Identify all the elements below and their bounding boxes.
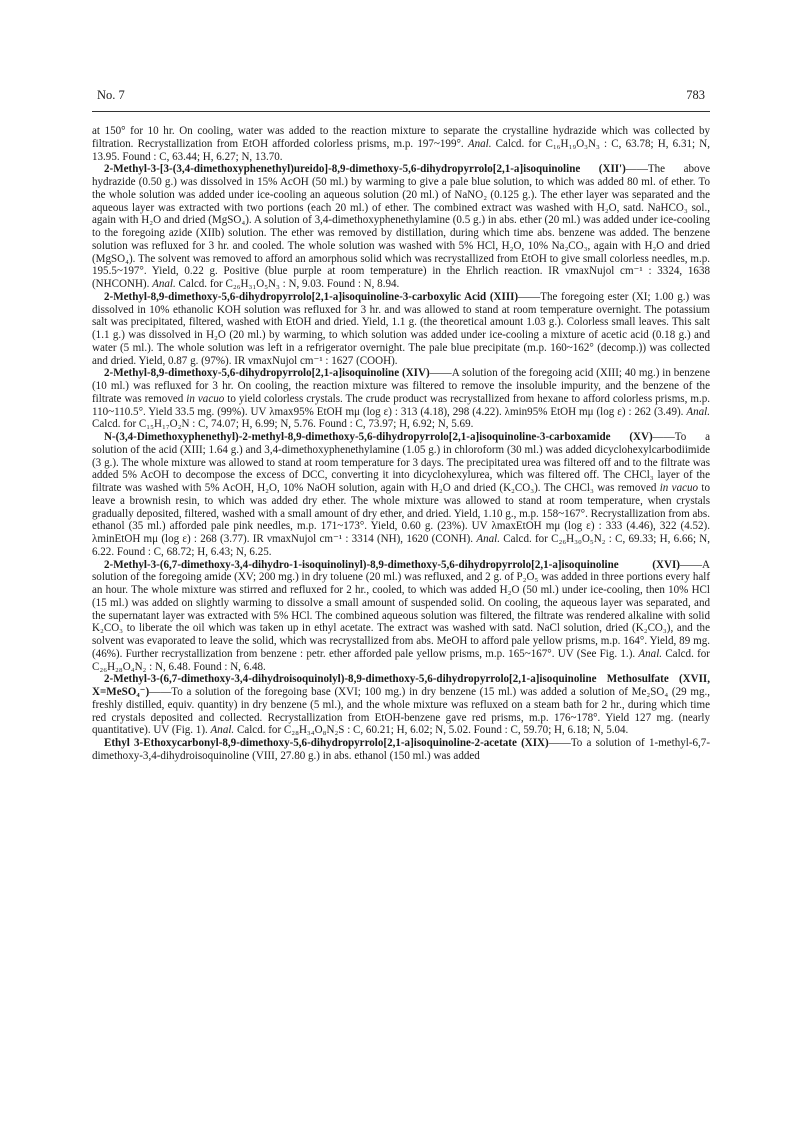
compound-heading: 2-Methyl-8,9-dimethoxy-5,6-dihydropyrrolo[2,1-a]isoquinoline-3-carboxylic Acid (XIII) [104,290,519,303]
text-run: ——To a solution of the acid (XIII; 1.64 g.) and 3,4-dimethoxyphenethylamine (1.05 g.) in chloroform (30 ml.) was added dicyclohexylcarbodiimide (3 g.). The whole mixture was allowed to stand at room temperature for 3 days. The precipitated urea was filtered off and to the filtrate was added 5% AcOH to decompose the excess of DCC, converting it into dicyclohexylurea, which was filtered off. The CHCl₃ layer of the filtrate was washed with 5% AcOH, H₂O, 10% NaOH solution, again with H₂O and dried (K₂CO₃). The CHCl₃ was removed [92,431,710,494]
page-number: 783 [686,88,705,102]
compound-heading: 2-Methyl-8,9-dimethoxy-5,6-dihydropyrrolo[2,1-a]isoquinoline (XIV) [104,367,430,380]
text-run: at 150° for 10 hr. On cooling, water was added to the reaction mixture to separate the crystalline hydrazide which was collected by filtration. Recrystallization from EtOH afforded colorless prisms, m.p. 197~199°. [92,125,710,150]
paragraph-compound-XV [92,431,710,559]
anal-label: Anal. [476,533,500,545]
experimental-text [92,125,710,763]
page-header [92,88,710,103]
in-vacuo: in vacuo [186,392,225,405]
text-run: ——A solution of the foregoing amide (XV; 200 mg.) in dry toluene (20 ml.) was refluxed, and 2 g. of P₂O₅ was added in three portions every half an hour. The whole mixture was stirred and refluxed for 2 hr., cooled, to which was added H₂O (50 ml.) under ice-cooling, then 10% HCl (15 ml.) was added on slightly warming to dissolve a small amount of suspended solid. On cooling, the aqueous layer was separated, and the supernatant layer was extracted with 5% HCl. The combined aqueous solution was filtered, the filtrate was rendered alkaline with solid K₂CO₃ to liberate the oil which was taken up in ethyl acetate. The extract was washed with satd. NaCl solution, dried (K₂CO₃), and the solvent was evaporated to leave the solid, which was recrystallized from abs. MeOH to afford pale yellow prisms, m.p. 164°. Yield, 89 mg. (46%). Further recrystallization from benzene : petr. ether afforded pale yellow prisms, m.p. 165~167°. UV (See Fig. 1.). [92,558,710,660]
journal-page [92,88,710,763]
text-run: ——A solution of the foregoing acid (XIII; 40 mg.) in benzene (10 ml.) was refluxed for 3 hr. On cooling, the reaction mixture was filtered to remove the insoluble impurity, and the benzene of the filtrate was removed [92,367,710,405]
text-run: ——The foregoing ester (XI; 1.00 g.) was dissolved in 10% ethanolic KOH solution was refluxed for 3 hr. and was allowed to stand at room temperature overnight. The potassium salt was precipitated, filtered, washed with EtOH and dried. Yield, 1.1 g. (the theoretical amount 1.03 g.). Colorless small leaves. This salt (1.1 g.) was dissolved in H₂O (20 ml.) by warming, to which solution was added under ice-cooling a mixture of acetic acid (0.18 g.) and water (5 ml.). The whole solution was left in a refrigerator overnight. The pale blue precipitate (m.p. 160~162° (decomp.)) was collected and dried. Yield, 0.87 g. (97%). IR νmaxNujol cm⁻¹ : 1627 (COOH). [92,290,710,367]
text-run: ——To a solution of the foregoing base (XVI; 100 mg.) in dry benzene (15 ml.) was added a solution of Me₂SO₄ (29 mg., freshly distilled, equiv. quantity) in dry benzene (5 ml.), and the whole mixture was refluxed on a steam bath for 2 hr., during which time red crystals deposited and collected. Recrystallization from EtOH-benzene gave red prisms, m.p. 176~178°. Yield 127 mg. (nearly quantitative). UV (Fig. 1). [92,686,710,737]
paragraph-compound-XIV [92,367,710,431]
text-run: ——To a solution of 1-methyl-6,7-dimethoxy-3,4-dihydroisoquinoline (VIII, 27.80 g.) in abs. ethanol (150 ml.) was added [92,737,710,762]
anal-label: Anal. [467,137,492,150]
compound-heading: 2-Methyl-3-(6,7-dimethoxy-3,4-dihydroisoquinolyl)-8,9-dimethoxy-5,6-dihydropyrrolo[2,1-a]isoquinoline Methosulfate (XVII, X=MeSO₄⁻) [92,673,710,698]
text-run: Calcd. for C₁₆H₁₉O₃N₃ : C, 63.78; H, 6.31; N, 13.95. Found : C, 63.44; H, 6.27; N, 13.70. [92,137,710,163]
compound-heading: 2-Methyl-3-(6,7-dimethoxy-3,4-dihydro-1-isoquinolinyl)-8,9-dimethoxy-5,6-dihydropyrrolo[2,1-a]isoquinoline (XVI) [104,558,680,571]
text-run: to yield colorless crystals. The crude product was recrystallized from hexane to afford colorless prisms, m.p. 110~110.5°. Yield 33.5 mg. (99%). UV λmax95% EtOH mμ (log ε) : 313 (4.18), 298 (4.22). λmin95% EtOH mμ (log ε) : 262 (3.49). [92,392,711,418]
issue-number: No. 7 [97,88,125,102]
compound-heading: 2-Methyl-3-[3-(3,4-dimethoxyphenethyl)ureido]-8,9-dimethoxy-5,6-dihydropyrrolo[2,1-a]isoquinoline (XII') [104,163,626,176]
compound-heading: Ethyl 3-Ethoxycarbonyl-8,9-dimethoxy-5,6-dihydropyrrolo[2,1-a]isoquinoline-2-acetate (XIX) [104,737,549,749]
text-run: Calcd. for C₂₆H₃₁O₅N₃ : N, 9.03. Found : N, 8.94. [175,278,400,290]
in-vacuo: in vacuo [659,482,699,494]
paragraph-hydrazide [92,125,710,163]
text-run: ——The above hydrazide (0.50 g.) was dissolved in 15% AcOH (50 ml.) by warming to give a pale blue solution, to which was added 80 ml. of ether. To the whole solution was added under ice-cooling an aqueous solution (20 ml.) of NaNO₂ (0.125 g.). The ether layer was separated and the aqueous layer was extracted with two portions (each 20 ml.) of ether. The combined extract was washed with H₂O, satd. NaHCO₃ sol., again with H₂O and dried (MgSO₄). A solution of 3,4-dimethoxyphenethylamine (0.5 g.) in abs. ether (20 ml.) was added under ice-cooling to the foregoing azide (XIIb) solution. The ether was removed by distillation, during which time abs. benzene was added. The benzene solution was refluxed for 3 hr. and cooled. The whole solution was washed with 5% HCl, H₂O, 10% Na₂CO₃, again with H₂O and dried (MgSO₄). The solvent was removed to afford an amorphous solid which was recrystallized from EtOH to give small colorless needles, m.p. 195.5~197°. Yield, 0.22 g. Positive (blue purple at room temperature) in the Ehrlich reaction. IR νmaxNujol cm⁻¹ : 3324, 1638 (NHCONH). [92,163,710,290]
text-run: to leave a brownish resin, to which was added dry ether. The whole mixture was allowed to stand at room temperature, when crystals gradually deposited, filtered, washed with a small amount of dry ether, and dried. Yield, 1.10 g., m.p. 158~167°. Recrystallization from abs. ethanol (35 ml.) afforded pale pink needles, m.p. 171~173°. Yield, 0.60 g. (23%). UV λmaxEtOH mμ (log ε) : 333 (4.46), 322 (4.52). λminEtOH mμ (log ε) : 268 (3.77). IR νmaxNujol cm⁻¹ : 3314 (NH), 1620 (CONH). [92,482,711,545]
compound-heading: N-(3,4-Dimethoxyphenethyl)-2-methyl-8,9-dimethoxy-5,6-dihydropyrrolo[2,1-a]isoquinoline-3-carboxamide (XV) [104,431,653,443]
text-run: Calcd. for C₂₆H₃₀O₅N₂ : C, 69.33; H, 6.66; N, 6.22. Found : C, 68.72; H, 6.43; N, 6.25. [92,533,710,558]
text-run: Calcd. for C₁₅H₁₇O₂N : C, 74.07; H, 6.99; N, 5.76. Found : C, 73.97; H, 6.92; N, 5.69. [92,418,474,431]
paragraph-compound-XVII [92,673,710,737]
paragraph-compound-XVI [92,559,710,674]
paragraph-compound-XII [92,163,710,291]
paragraph-compound-XIX [92,737,710,763]
text-run: Calcd. for C₂₆H₂₈O₄N₂ : N, 6.48. Found : N, 6.48. [92,647,710,673]
anal-label: Anal. [638,647,663,660]
paragraph-compound-XIII [92,291,710,368]
text-run: Calcd. for C₂₈H₃₄O₈N₂S : C, 60.21; H, 6.02; N, 5.02. Found : C, 59.70; H, 6.18; N, 5.04. [234,724,629,737]
header-rule [92,111,710,112]
anal-label: Anal. [686,405,710,418]
anal-label: Anal. [152,278,176,290]
anal-label: Anal. [210,724,235,737]
